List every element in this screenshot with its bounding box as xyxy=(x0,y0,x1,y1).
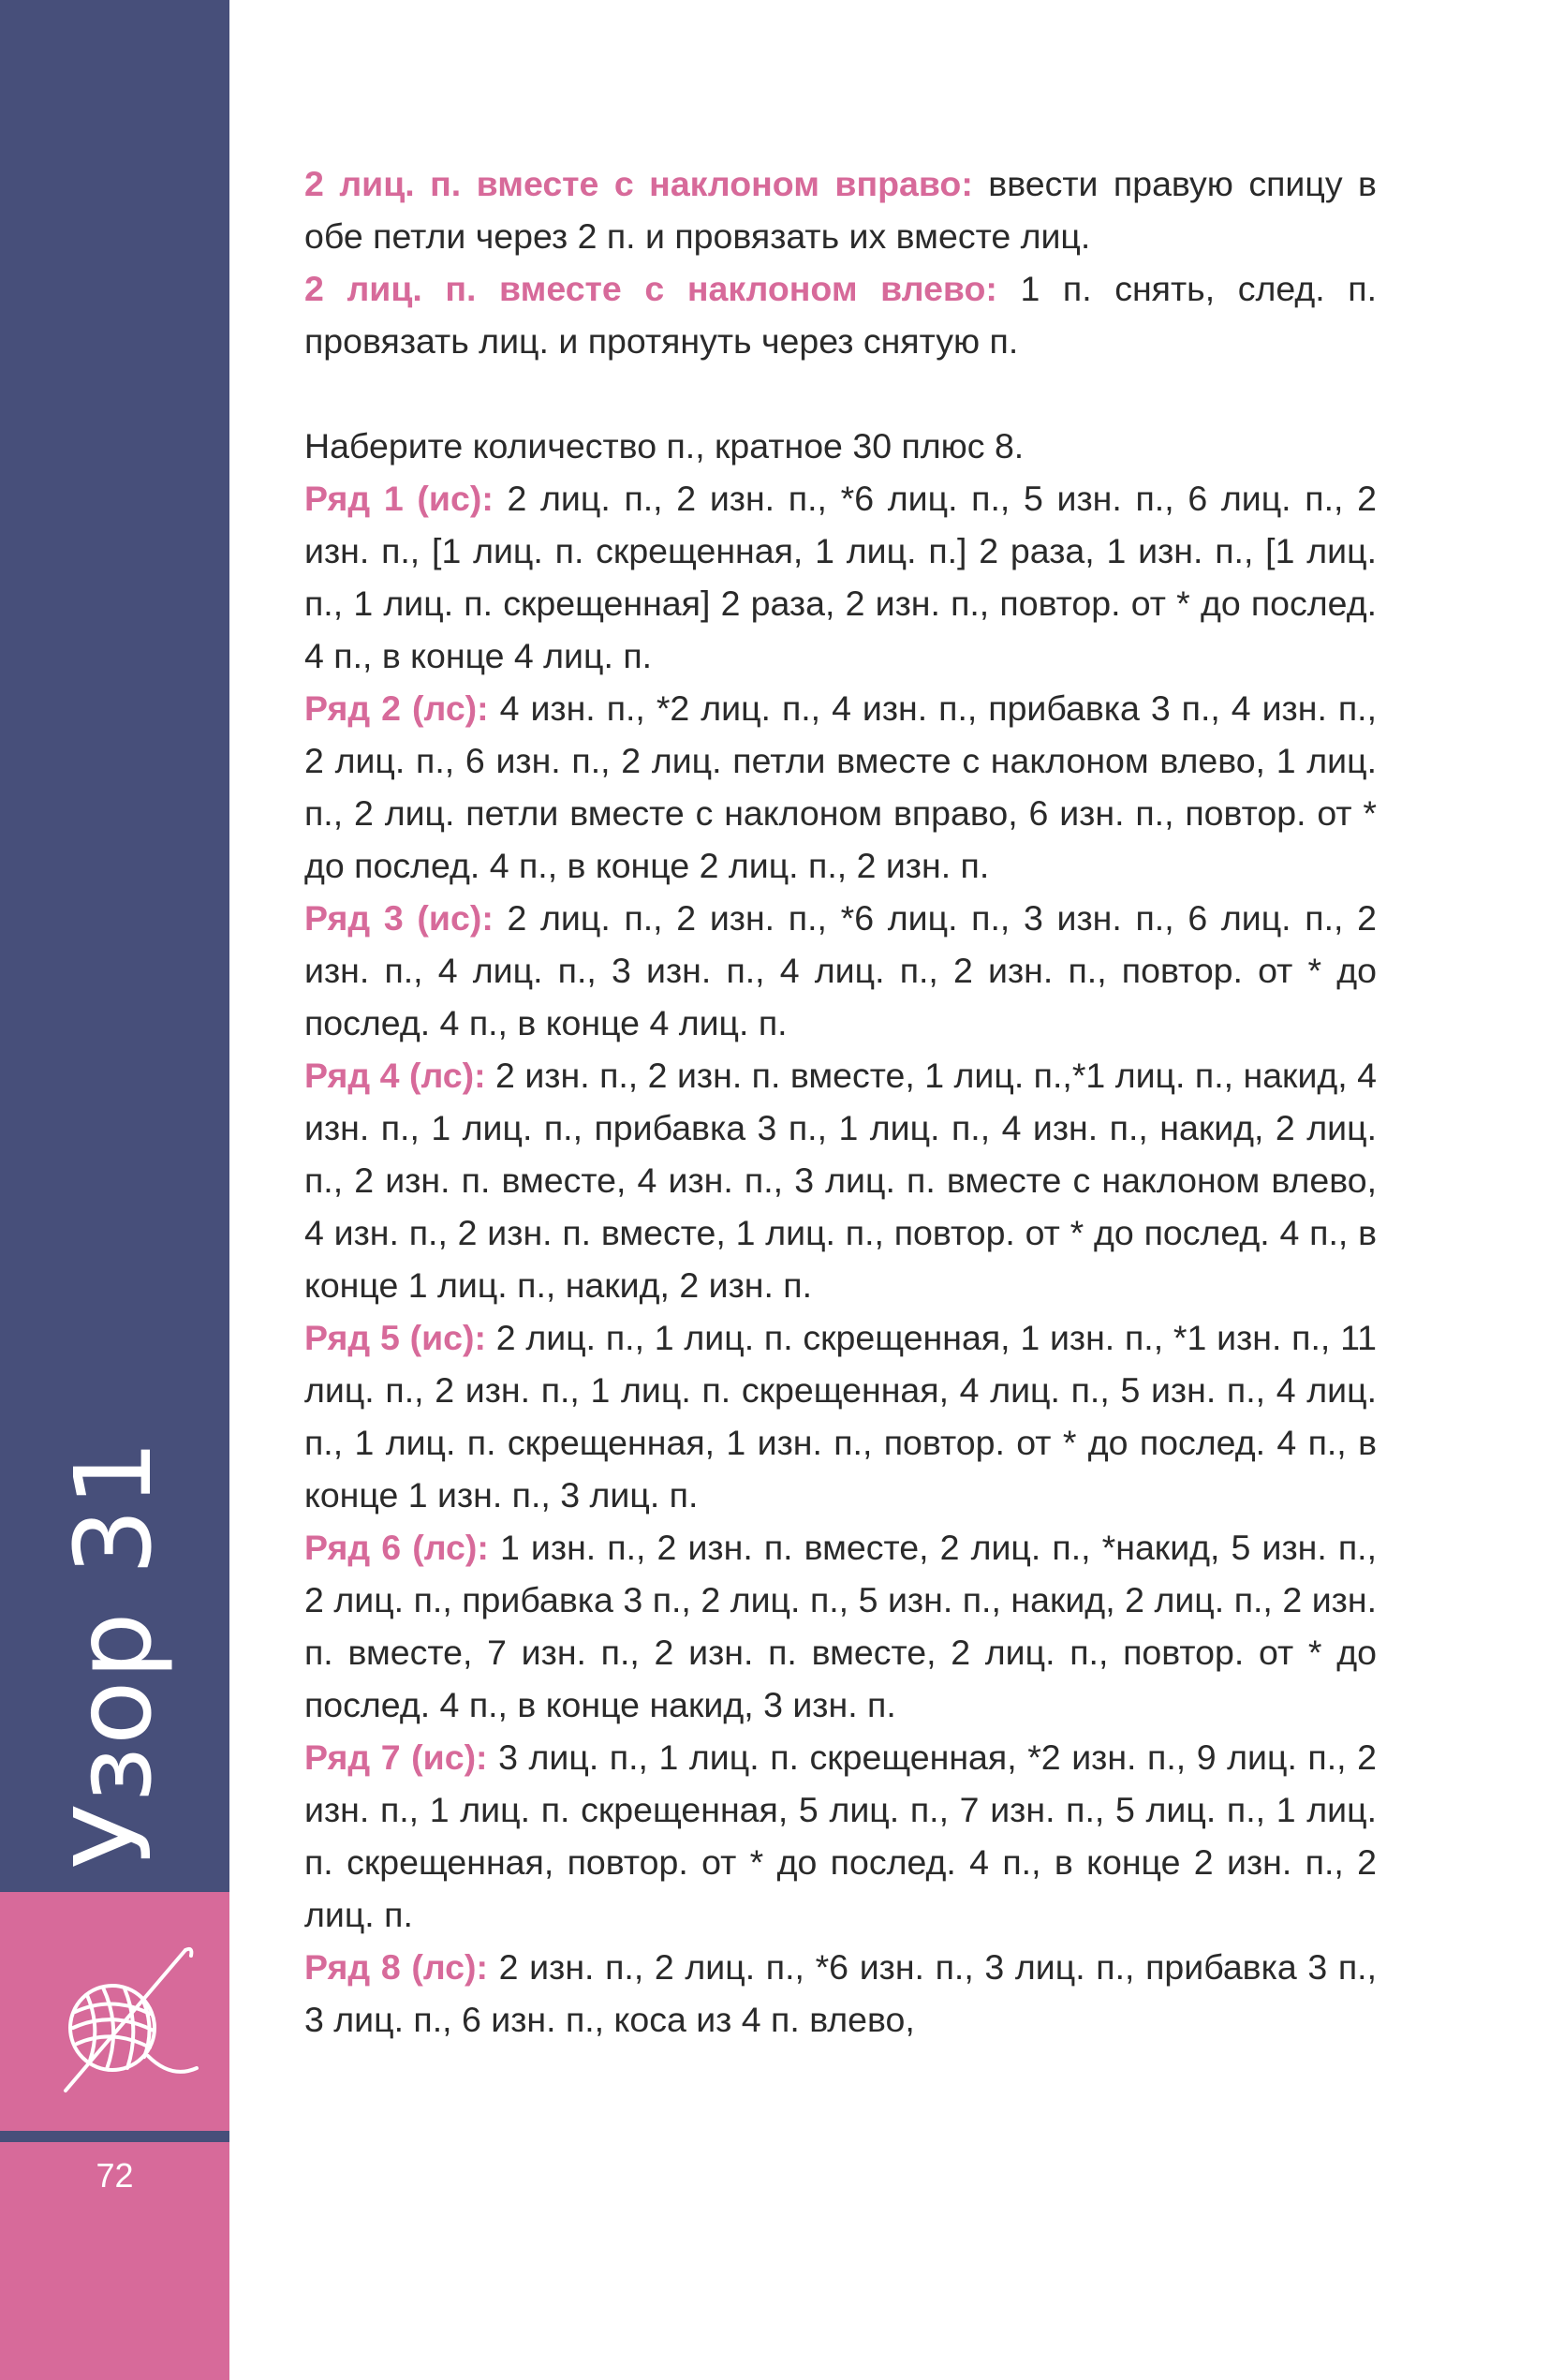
row-text: 2 лиц. п., 2 изн. п., *6 лиц. п., 5 изн. п., 6 лиц. п., 2 изн. п., [1 лиц. п. скрещенная, 1 лиц. п.] 2 раза, 1 изн. п., [1 лиц. п., 1 лиц. п. скрещенная] 2 раза, 2 изн. п., повтор. от * до послед. 4 п., в конце 4 лиц. п. xyxy=(304,479,1377,675)
row-label: Ряд 5 (ис): xyxy=(304,1318,486,1357)
row-label: Ряд 7 (ис): xyxy=(304,1737,488,1777)
row-1 xyxy=(304,472,1377,682)
paragraph-gap xyxy=(304,367,1377,420)
row-text: 3 лиц. п., 1 лиц. п. скрещенная, *2 изн. п., 9 лиц. п., 2 изн. п., 1 лиц. п. скрещенная, 5 лиц. п., 7 изн. п., 5 лиц. п., 1 лиц. п. скрещенная, повтор. от * до послед. 4 п., в конце 2 изн. п., 2 лиц. п. xyxy=(304,1737,1377,1934)
row-text: 2 изн. п., 2 лиц. п., *6 изн. п., 3 лиц. п., прибавка 3 п., 3 лиц. п., 6 изн. п., коса из 4 п. влево, xyxy=(304,1947,1377,2039)
row-text: 1 изн. п., 2 изн. п. вместе, 2 лиц. п., *накид, 5 изн. п., 2 лиц. п., прибавка 3 п., 2 лиц. п., 5 изн. п., накид, 2 лиц. п., 2 изн. п. вместе, 7 изн. п., 2 изн. п. вместе, 2 лиц. п., повтор. от * до послед. 4 п., в конце накид, 3 изн. п. xyxy=(304,1528,1377,1724)
yarn-ball-with-crochet-hook-icon xyxy=(45,1939,209,2103)
row-text: 2 лиц. п., 1 лиц. п. скрещенная, 1 изн. п., *1 изн. п., 11 лиц. п., 2 изн. п., 1 лиц. п. скрещенная, 4 лиц. п., 5 изн. п., 4 лиц. п., 1 лиц. п. скрещенная, 1 изн. п., повтор. от * до послед. 4 п., в конце 1 изн. п., 3 лиц. п. xyxy=(304,1318,1377,1515)
row-text: 2 лиц. п., 2 изн. п., *6 лиц. п., 3 изн. п., 6 лиц. п., 2 изн. п., 4 лиц. п., 3 изн. п., 4 лиц. п., 2 изн. п., повтор. от * до послед. 4 п., в конце 4 лиц. п. xyxy=(304,898,1377,1042)
abbreviation-term: 2 лиц. п. вместе с наклоном вправо: xyxy=(304,164,973,203)
page-number: 72 xyxy=(96,2156,134,2195)
row-label: Ряд 3 (ис): xyxy=(304,898,494,938)
row-6 xyxy=(304,1521,1377,1731)
row-label: Ряд 1 (ис): xyxy=(304,479,494,518)
row-text: 4 изн. п., *2 лиц. п., 4 изн. п., прибавка 3 п., 4 изн. п., 2 лиц. п., 6 изн. п., 2 лиц. петли вместе с наклоном влево, 1 лиц. п., 2 лиц. петли вместе с наклоном вправо, 6 изн. п., повтор. от * до послед. 4 п., в конце 2 лиц. п., 2 изн. п. xyxy=(304,688,1377,885)
row-label: Ряд 2 (лс): xyxy=(304,688,489,728)
abbreviation-term: 2 лиц. п. вместе с наклоном влево: xyxy=(304,269,997,308)
row-label: Ряд 8 (лс): xyxy=(304,1947,489,1987)
abbreviation-text: ввести правую спицу в обе петли через 2 п. и провязать их вместе лиц. xyxy=(304,164,1377,256)
row-3 xyxy=(304,892,1377,1049)
sidebar-divider xyxy=(0,2131,229,2142)
pattern-title: Узор 31 xyxy=(53,1438,175,1869)
abbreviation-text: 1 п. снять, след. п. провязать лиц. и протянуть через снятую п. xyxy=(304,269,1377,361)
row-4 xyxy=(304,1049,1377,1311)
abbreviation-left-decrease xyxy=(304,262,1377,367)
row-7 xyxy=(304,1731,1377,1941)
row-2 xyxy=(304,682,1377,892)
row-5 xyxy=(304,1311,1377,1521)
row-text: 2 изн. п., 2 изн. п. вместе, 1 лиц. п.,*1 лиц. п., накид, 4 изн. п., 1 лиц. п., прибавка 3 п., 1 лиц. п., 4 изн. п., накид, 2 лиц. п., 2 изн. п. вместе, 4 изн. п., 3 лиц. п. вместе с наклоном влево, 4 изн. п., 2 изн. п. вместе, 1 лиц. п., повтор. от * до послед. 4 п., в конце 1 лиц. п., накид, 2 изн. п. xyxy=(304,1056,1378,1305)
row-8 xyxy=(304,1941,1377,2046)
cast-on-instruction: Наберите количество п., кратное 30 плюс 8. xyxy=(304,426,1025,466)
row-label: Ряд 4 (лс): xyxy=(304,1056,486,1095)
row-label: Ряд 6 (лс): xyxy=(304,1528,489,1567)
pattern-instructions xyxy=(304,157,1377,2046)
abbreviation-right-decrease xyxy=(304,157,1377,262)
